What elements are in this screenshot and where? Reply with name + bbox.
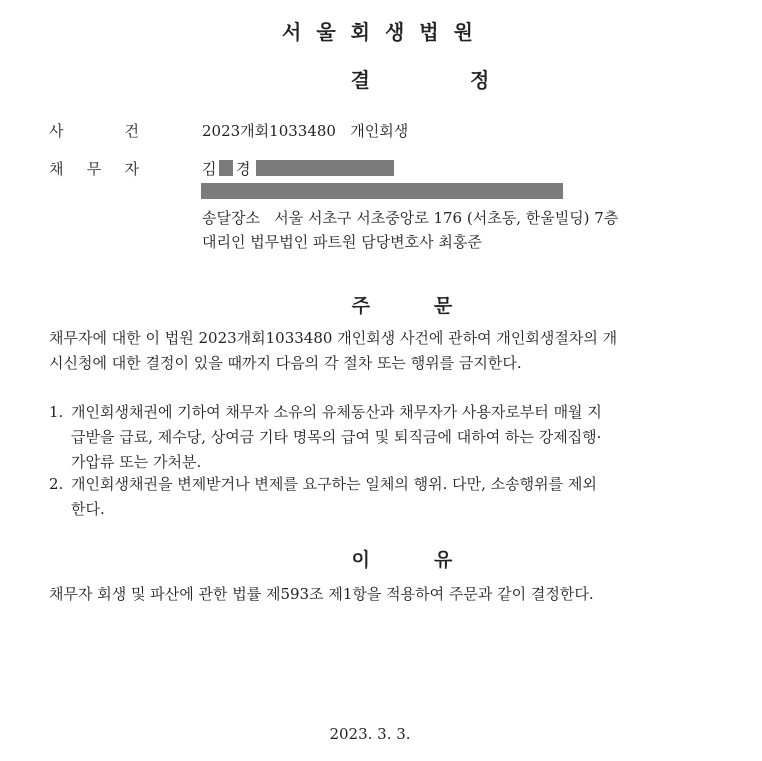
debtor-label-char: 자 [124, 160, 139, 178]
debtor-agent: 대리인 법무법인 파트원 담당변호사 최홍준 [202, 233, 482, 251]
decision-date: 2023. 3. 3. [329, 725, 411, 743]
case-number: 2023개회1033480 개인회생 [202, 122, 409, 140]
order-item-number: 2. [49, 475, 64, 493]
order-text-line: 시신청에 대한 결정이 있을 때까지 다음의 각 절차 또는 행위를 금지한다. [49, 354, 522, 372]
order-item-line: 개인회생채권에 기하여 채무자 소유의 유체동산과 채무자가 사용자로부터 매월 지 [71, 403, 602, 421]
order-item-number: 1. [49, 403, 64, 421]
order-item [71, 400, 602, 475]
debtor-name-last: 경 [236, 160, 251, 178]
order-item-line: 개인회생채권을 변제받거나 변제를 요구하는 일체의 행위. 다만, 소송행위를 제외 [71, 475, 597, 493]
order-text-line: 채무자에 대한 이 법원 2023개회1033480 개인회생 사건에 관하여 개인회생절차의 개 [49, 329, 618, 347]
order-item-line: 한다. [71, 500, 105, 518]
debtor-label-char: 채 [49, 160, 64, 178]
debtor-name-first: 김 [202, 160, 217, 178]
order-item-line: 급받을 급료, 제수당, 상여금 기타 명목의 급여 및 퇴직금에 대하여 하는 강제집행· [71, 428, 602, 446]
redacted-address [201, 183, 563, 199]
case-label-char: 건 [124, 122, 139, 140]
service-address: 송달장소 서울 서초구 서초중앙로 176 (서초동, 한울빌딩) 7층 [202, 209, 619, 227]
order-item-line: 가압류 또는 가처분. [71, 453, 202, 471]
redacted-resident-number [256, 160, 394, 176]
debtor-label-char: 무 [86, 160, 102, 178]
redacted-name-char [219, 160, 233, 176]
reason-text: 채무자 회생 및 파산에 관한 법률 제593조 제1항을 적용하여 주문과 같이 결정한다. [49, 585, 594, 603]
order-text [49, 326, 617, 376]
case-label-char: 사 [49, 122, 64, 140]
debtor-label [49, 158, 139, 179]
court-name: 서울회생법원 [282, 20, 488, 44]
case-label [49, 120, 139, 141]
document-title: 결정 [350, 68, 590, 92]
order-item [71, 472, 597, 522]
reason-heading: 이유 [351, 549, 517, 571]
order-heading: 주문 [351, 295, 517, 317]
